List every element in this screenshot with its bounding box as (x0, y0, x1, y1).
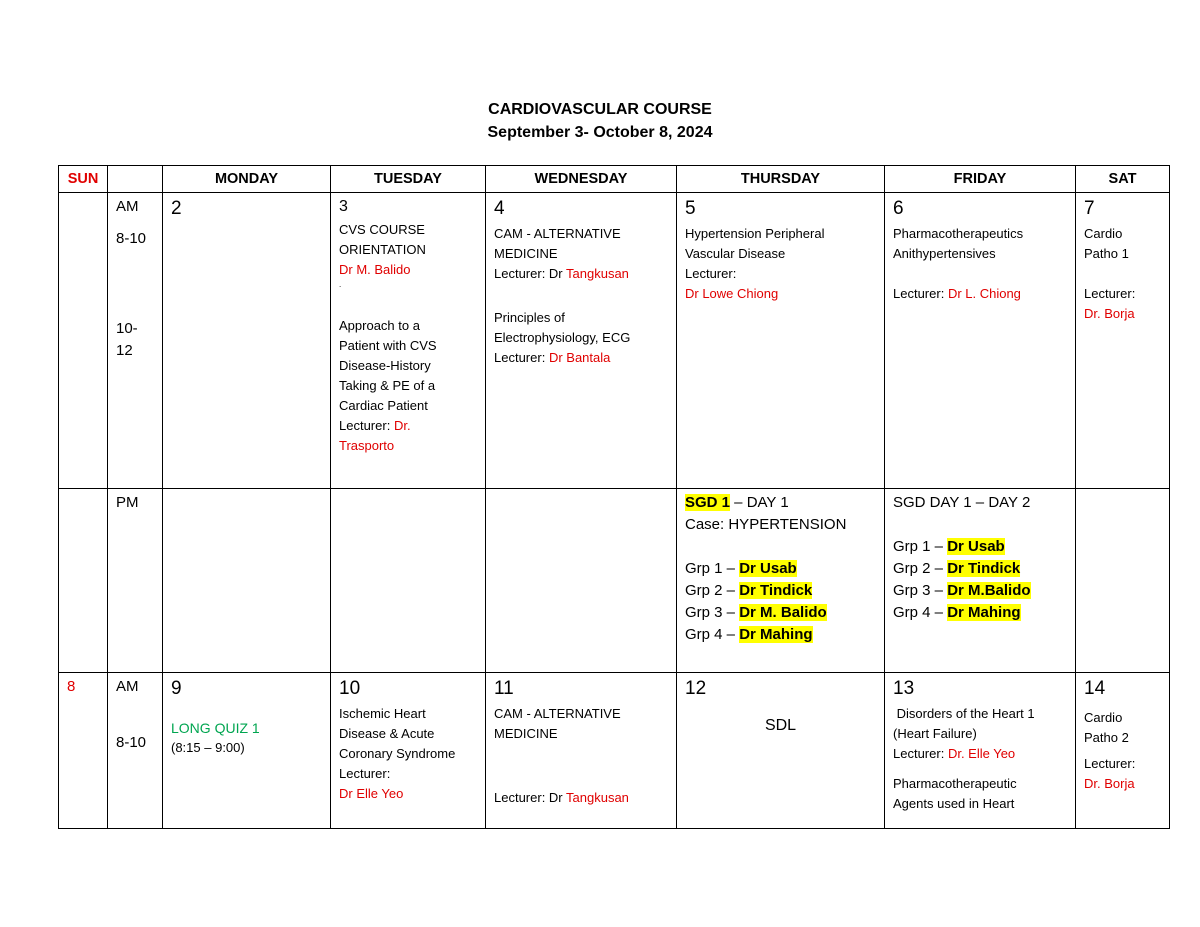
lecturer-label: Lecturer: (685, 266, 737, 281)
lecturer-name: Dr Bantala (548, 350, 611, 365)
group-facilitator: Dr Mahing (739, 626, 813, 643)
lecturer-label: Lecturer: Dr (494, 266, 563, 281)
week2-wed-cell (486, 673, 677, 829)
topic-line: Cardiac Patient (339, 398, 428, 413)
group-row: Grp 1 – Dr Usab (893, 538, 1005, 555)
week1-mon-cell (163, 193, 331, 489)
group-facilitator: Dr Usab (739, 560, 797, 577)
week1-sat-cell (1076, 193, 1170, 489)
week2-thu-cell (677, 673, 885, 829)
week1-pm-sun-cell (59, 489, 108, 673)
time-slot-1: 8-10 (116, 734, 147, 751)
day-number: 12 (685, 678, 707, 699)
lecturer-label: Lecturer: Dr (494, 790, 563, 805)
group-facilitator: Dr Tindick (739, 582, 813, 599)
day-number: 11 (494, 678, 514, 699)
topic-line: Disease & Acute (339, 726, 435, 741)
group-row: Grp 2 – Dr Tindick (685, 582, 813, 599)
sgd-label: SGD 1 (685, 494, 731, 511)
day-number: 6 (893, 198, 904, 219)
lecturer-label: Lecturer: (494, 350, 546, 365)
topic-line: Hypertension Peripheral (685, 226, 825, 241)
week2-mon-cell (163, 673, 331, 829)
day-number: 7 (1084, 198, 1095, 219)
lecturer-name: Trasporto (339, 438, 395, 453)
lecturer-name: Dr M. Balido (339, 262, 411, 277)
week1-pm-thu-cell (677, 489, 885, 673)
day-number: 9 (171, 678, 182, 699)
week1-thu-cell (677, 193, 885, 489)
lecturer-name: Dr Elle Yeo (339, 786, 404, 801)
group-row: Grp 4 – Dr Mahing (685, 626, 813, 643)
quiz-time: (8:15 – 9:00) (171, 740, 245, 755)
lecturer-name: Dr Lowe Chiong (685, 286, 779, 301)
sgd-label: SGD DAY 1 – DAY 2 (893, 494, 1031, 511)
week1-fri-cell (885, 193, 1076, 489)
topic-line: Pharmacotherapeutic (893, 776, 1017, 791)
week2-sat-cell (1076, 673, 1170, 829)
day-number: 3 (339, 198, 348, 215)
topic-line: Taking & PE of a (339, 378, 436, 393)
group-facilitator: Dr Usab (947, 538, 1005, 555)
col-tuesday: TUESDAY (331, 166, 486, 193)
lecturer-name: Dr. Elle Yeo (947, 746, 1016, 761)
col-time (108, 166, 163, 193)
document-title: CARDIOVASCULAR COURSE (488, 101, 712, 118)
group-row: Grp 2 – Dr Tindick (893, 560, 1021, 577)
topic-line: Cardio (1084, 226, 1123, 241)
course-title: CAM - ALTERNATIVE (494, 226, 621, 241)
group-facilitator: Dr M.Balido (947, 582, 1031, 599)
lecturer-name: Tangkusan (566, 266, 629, 281)
course-title: ORIENTATION (339, 242, 426, 257)
course-title: CAM - ALTERNATIVE (494, 706, 621, 721)
topic-line: Disorders of the Heart 1 (893, 706, 1035, 721)
week1-pm-fri-cell (885, 489, 1076, 673)
topic-line: Coronary Syndrome (339, 746, 456, 761)
lecturer-label: Lecturer: (1084, 286, 1136, 301)
day-number: 14 (1084, 678, 1106, 699)
col-sun: SUN (59, 166, 108, 193)
group-facilitator: Dr Tindick (947, 560, 1021, 577)
col-monday: MONDAY (163, 166, 331, 193)
am-label: AM (116, 678, 139, 695)
course-title: MEDICINE (494, 246, 558, 261)
week1-pm-mon-cell (163, 489, 331, 673)
lecturer-name: Dr. Borja (1084, 306, 1135, 321)
course-title: CVS COURSE (339, 222, 425, 237)
week2-tue-cell (331, 673, 486, 829)
schedule-table (58, 165, 1170, 829)
lecturer-name: Tangkusan (566, 790, 629, 805)
group-row: Grp 4 – Dr Mahing (893, 604, 1021, 621)
week1-wed-cell (486, 193, 677, 489)
topic-line: Patho 1 (1084, 246, 1129, 261)
lecturer-name: Dr. Borja (1084, 776, 1135, 791)
lecturer-label: Lecturer: (339, 418, 391, 433)
topic-line: Ischemic Heart (339, 706, 426, 721)
time-slot-2a: 10- (116, 320, 138, 337)
group-row: Grp 3 – Dr M. Balido (685, 604, 827, 621)
week2-sun-cell: 8 (59, 673, 108, 829)
lecturer-label: Lecturer: (1084, 756, 1136, 771)
col-thursday: THURSDAY (677, 166, 885, 193)
day-number: 2 (171, 198, 182, 219)
lecturer-label: Lecturer: (893, 746, 945, 761)
col-sat: SAT (1076, 166, 1170, 193)
topic-line: (Heart Failure) (893, 726, 977, 741)
topic-line: Patient with CVS (339, 338, 437, 353)
lecturer-label: Lecturer: (339, 766, 391, 781)
topic-line: Disease-History (339, 358, 431, 373)
sgd-day: – DAY 1 (730, 494, 789, 511)
group-facilitator: Dr M. Balido (739, 604, 827, 621)
document-subtitle: September 3- October 8, 2024 (487, 124, 713, 141)
day-number: 13 (893, 678, 915, 699)
week2-fri-cell (885, 673, 1076, 829)
header-row (59, 166, 1170, 193)
week1-am-row (59, 193, 1170, 489)
topic-line: Pharmacotherapeutics (893, 226, 1024, 241)
topic-line: Cardio (1084, 710, 1123, 725)
lecturer-name: Dr. (393, 418, 411, 433)
week1-sun-cell (59, 193, 108, 489)
topic-line: Principles of (494, 310, 565, 325)
topic-line: Agents used in Heart (893, 796, 1015, 811)
week1-pm-row (59, 489, 1170, 673)
day-number: 5 (685, 198, 696, 219)
topic-line: Anithypertensives (893, 246, 996, 261)
day-number: 4 (494, 198, 505, 219)
week1-pm-sat-cell (1076, 489, 1170, 673)
group-row: Grp 1 – Dr Usab (685, 560, 797, 577)
time-slot-1: 8-10 (116, 230, 147, 247)
group-row: Grp 3 – Dr M.Balido (893, 582, 1031, 599)
week2-time-cell (108, 673, 163, 829)
week1-tue-cell (331, 193, 486, 489)
col-friday: FRIDAY (885, 166, 1076, 193)
quiz-label: LONG QUIZ 1 (171, 720, 260, 736)
topic-line: Patho 2 (1084, 730, 1129, 745)
am-label: AM (116, 198, 139, 215)
week1-time-cell (108, 193, 163, 489)
topic-line: Electrophysiology, ECG (494, 330, 631, 345)
week2-am-row (59, 673, 1170, 829)
topic-line: Vascular Disease (685, 246, 786, 261)
lecturer-label: Lecturer: (893, 286, 945, 301)
time-slot-2b: 12 (116, 342, 133, 359)
dot: . (339, 280, 342, 289)
col-wednesday: WEDNESDAY (486, 166, 677, 193)
lecturer-name: Dr L. Chiong (947, 286, 1021, 301)
day-number: 10 (339, 678, 361, 699)
group-facilitator: Dr Mahing (947, 604, 1021, 621)
sdl-label: SDL (764, 717, 797, 734)
pm-label: PM (108, 489, 163, 673)
topic-line: Approach to a (339, 318, 420, 333)
week1-pm-tue-cell (331, 489, 486, 673)
course-title: MEDICINE (494, 726, 558, 741)
case-label: Case: HYPERTENSION (685, 516, 847, 533)
week1-pm-wed-cell (486, 489, 677, 673)
